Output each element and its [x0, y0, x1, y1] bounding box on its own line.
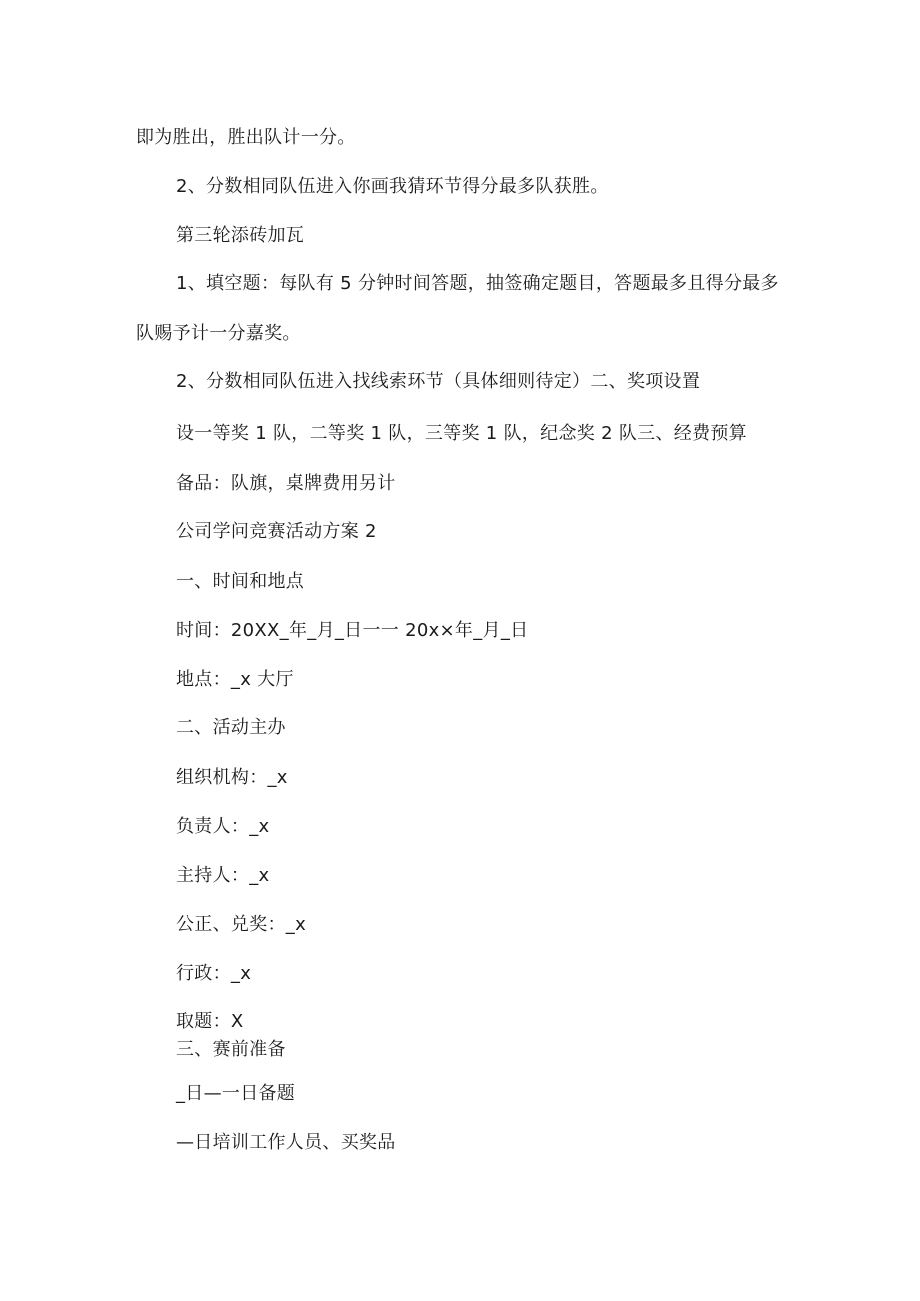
text-line: 取题：X	[176, 1011, 244, 1032]
text-line: 2、分数相同队伍进入你画我猜环节得分最多队获胜。	[176, 176, 609, 197]
section-heading: 一、时间和地点	[176, 571, 305, 592]
text-line: 组织机构：_x	[176, 767, 288, 788]
section-heading: 二、活动主办	[176, 717, 286, 738]
section-title: 公司学问竞赛活动方案 2	[176, 521, 377, 542]
section-heading: 三、赛前准备	[176, 1039, 286, 1060]
text-line: 设一等奖 1 队，二等奖 1 队，三等奖 1 队，纪念奖 2 队三、经费预算	[176, 423, 747, 444]
text-line: —日培训工作人员、买奖品	[176, 1132, 396, 1153]
text-line: 队赐予计一分嘉奖。	[136, 323, 301, 344]
text-line: _日—一日备题	[176, 1083, 296, 1104]
text-line: 行政：_x	[176, 963, 252, 984]
text-line: 1、填空题：每队有 5 分钟时间答题，抽签确定题目，答题最多且得分最多	[176, 273, 779, 294]
text-line: 公正、兑奖：_x	[176, 914, 307, 935]
text-line: 第三轮添砖加瓦	[176, 225, 305, 246]
text-line: 2、分数相同队伍进入找线索环节（具体细则待定）二、奖项设置	[176, 371, 701, 392]
text-line: 地点：_x 大厅	[176, 669, 294, 690]
text-line: 即为胜出，胜出队计一分。	[136, 127, 356, 148]
text-line: 负责人：_x	[176, 816, 270, 837]
text-line: 备品：队旗，桌牌费用另计	[176, 473, 396, 494]
text-line: 时间：20XX_年_月_日一一 20x×年_月_日	[176, 620, 529, 641]
text-line: 主持人：_x	[176, 865, 270, 886]
